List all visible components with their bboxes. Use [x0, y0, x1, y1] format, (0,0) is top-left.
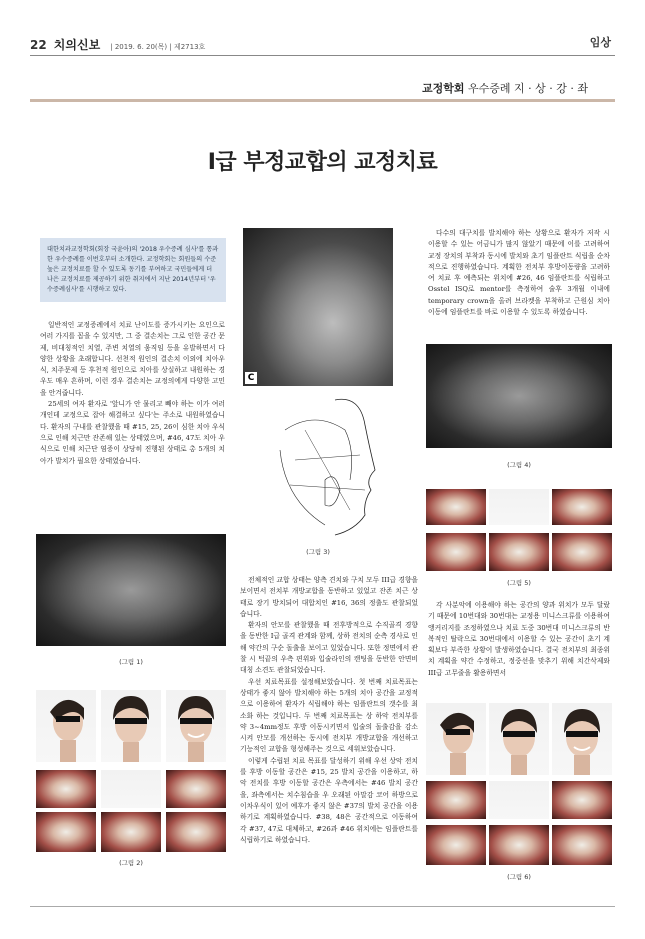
figure-2-caption: (그림 2)	[119, 859, 143, 867]
ceph-tracing-illustration	[265, 390, 385, 540]
figure-2-face-frontal	[101, 690, 161, 762]
figure-6-face-frontal	[489, 703, 549, 775]
article-title: I급 부정교합의 교정치료	[207, 150, 438, 175]
intro-box: 대한치과교정학회(회장 국윤아)의 '2018 우수증례 심사'를 통과한 우수증례를 이번호부터 소개한다. 교정학회는 회원들의 수준 높은 교정치료를 할 수 있도록 동기를 부여하고 국민들에게 더 나은 교정치료를 제공하기 위한 취지에서 지난 2014년부터 '우수증례심사'를 시행하고 있다.	[40, 238, 226, 302]
figure-6-intraoral-upper	[426, 781, 486, 819]
paragraph: 환자의 안모를 관찰했을 때 전후방적으로 수직골격 경향을 동반한 I급 골격 관계와 함께, 상하 전치의 순측 경사로 인해 약간의 구순 돌출을 보이고 있었습니다. 또한 정면에서 관찰 시 턱끝의 우측 편위와 입술라인의 캔팅을 동반한 안면비대칭 소견도 관찰되었습니다.	[240, 621, 418, 675]
banner-divider	[30, 99, 615, 102]
figure-5-intraoral-left	[552, 533, 612, 571]
paragraph: 일반적인 교정증례에서 치료 난이도를 증가시키는 요인으로 여러 가지를 꼽을 수 있지만, 그 중 결손치는 그로 인한 공간 문제, 비대칭적인 치열, 주변 치열의 움직임 등을 유발하면서 다양한 상황을 초래합니다. 선천적 원인의 결손치 이외에 치아우식, 치주문제 등 후천적 원인으로 치아를 상실하고 내원하는 경우도 매우 흔하며, 이런 경우 결손치는 교정의에게 다양한 고민을 안겨줍니다.	[40, 321, 225, 397]
section-label: 임상	[589, 36, 611, 49]
face-profile-illustration	[426, 703, 486, 775]
paragraph: 25세의 여자 환자로 '앞니가 안 물리고 빼야 하는 이가 여러 개인데 교정으로 잡아 해결하고 싶다'는 주소로 내원하였습니다. 환자의 구내를 관찰했을 때 #15, 25, 26이 심한 치아 우식으로 인해 치근만 잔존해 있는 상태였으며, #46, 47도 치아 우식으로 인해 치근단 염증이 상당히 진행된 상태로 총 5개의 치아가 발치가 필요한 상태였습니다.	[40, 400, 225, 465]
figure-2-face-profile	[36, 690, 96, 762]
figure-5-intraoral-lower	[552, 489, 612, 525]
figure-4-panoramic-xray	[426, 344, 612, 448]
figure-2-intraoral-left	[166, 812, 226, 852]
figure-3-cephalogram	[243, 228, 393, 386]
publication-name: 치의신보	[53, 38, 101, 52]
figure-3-label-mark: C	[245, 372, 257, 384]
figure-5-caption: (그림 5)	[507, 579, 531, 587]
face-profile-illustration	[36, 690, 96, 762]
figure-6-intraoral-lower	[552, 781, 612, 819]
figure-6-intraoral-front	[489, 825, 549, 865]
figure-6-face-smile	[552, 703, 612, 775]
page-header	[30, 34, 615, 52]
face-smile-illustration	[552, 703, 612, 775]
banner-society: 교정학회	[422, 82, 465, 95]
paragraph: 각 사분악에 이용해야 하는 공간의 양과 위치가 모두 달랐기 때문에 10번대와 30번대는 교정용 미니스크류를 이용하여 앵커리지를 조정하였으나 치료 도중 30번대 미니스크류의 반복적인 탈락으로 30번대에서 이용할 수 있는 공간이 초기 계획보다 부족한 상황이 발생하였습니다. 결국 전치부의 최종위치 계획을 약간 수정하고, 정중선을 맞추기 위해 치간삭제와 III급 고무줄을 활용하면서	[428, 601, 610, 677]
figure-2-blank-panel	[101, 770, 161, 808]
face-frontal-illustration	[489, 703, 549, 775]
figure-5-intraoral-upper	[426, 489, 486, 525]
paragraph: 우선 치료목표를 설정해보았습니다. 첫 번째 치료목표는 상태가 좋지 않아 발치해야 하는 5개의 치아 공간을 교정적으로 이용하여 환자가 식립해야 하는 임플란트의 갯수를 최소화 하는 것입니다. 두 번째 치료목표는 상 하악 전치부를 약 3~4mm정도 후방 이동시키면서 입술의 돌출감을 감소시켜 안모를 개선하는 동시에 전치부 개방교합을 개선하고 기능적인 교합을 형성해주는 것으로 세워보았습니다.	[240, 677, 418, 754]
figure-6-blank-panel	[489, 781, 549, 819]
column-2-text	[240, 575, 418, 846]
figure-2-intraoral-lower	[166, 770, 226, 808]
column-3-text-top	[428, 228, 610, 318]
paragraph: 이렇게 수립된 치료 목표를 달성하기 위해 우선 상악 전치를 후방 이동할 공간은 #15, 25 발치 공간을 이용하고, 하악 전치를 후방 이동할 공간은 우측에서는 #46 발치 공간을, 좌측에서는 치수침습을 우 오래된 아말감 코어 하방으로 이차우식이 있어 예후가 좋지 않은 #37의 발치 공간을 이용하기로 계획하였습니다. #38, 48은 공간적으로 이동하여 각 #37, 47로 대체하고, #26과 #46 위치에는 임플란트를 식립하기로 하였습니다.	[240, 756, 418, 844]
column-1-text	[40, 320, 225, 467]
face-frontal-illustration	[101, 690, 161, 762]
issue-date: | 2019. 6. 20(목) | 제2713호	[110, 43, 206, 51]
figure-2-face-smile	[166, 690, 226, 762]
footer-divider	[30, 906, 615, 907]
figure-6-intraoral-left	[552, 825, 612, 865]
figure-4-caption: (그림 4)	[507, 461, 531, 469]
banner-column: 우수증례 지 · 상 · 강 · 좌	[468, 82, 588, 95]
figure-1-panoramic-xray	[36, 534, 226, 646]
figure-6-caption: (그림 6)	[507, 873, 531, 881]
figure-5-intraoral-right	[426, 533, 486, 571]
header-divider	[30, 55, 615, 56]
figure-2-intraoral-upper	[36, 770, 96, 808]
page-number: 22	[30, 38, 47, 52]
column-banner	[422, 80, 615, 96]
figure-5-intraoral-front	[489, 533, 549, 571]
figure-6-face-profile	[426, 703, 486, 775]
figure-2-intraoral-right	[36, 812, 96, 852]
figure-2-intraoral-front	[101, 812, 161, 852]
figure-5-blank-panel	[489, 489, 549, 525]
figure-6-intraoral-right	[426, 825, 486, 865]
figure-1-caption: (그림 1)	[119, 658, 143, 666]
paragraph: 다수의 대구치를 발치해야 하는 상황으로 환자가 저작 시 이용할 수 있는 어금니가 많지 않았기 때문에 이를 고려하여 교정 장치의 부착과 동시에 발치와 초기 임플란트 식립을 순차적으로 진행하였습니다. 계획한 전치부 후방이동량을 고려하여 치료 후 예측되는 위치에 #26, 46 임플란트를 식립하고 Osstel ISQ로 mentor를 측정하여 술후 3개월 이내에 temporary crown을 올려 브라켓을 부착하고 근원심 치아 이동에 임플란트를 바로 이용할 수 있도록 하였습니다.	[428, 229, 610, 317]
column-3-text-mid	[428, 600, 610, 679]
figure-3-caption: (그림 3)	[306, 548, 330, 556]
face-smile-illustration	[166, 690, 226, 762]
paragraph: 전체적인 교합 상태는 양측 견치와 구치 모두 III급 경향을 보이면서 전치부 개방교합을 동반하고 있었고 잔존 치근 상태로 장기 방치되어 대합치인 #16, 36의 정출도 관찰되었습니다.	[240, 576, 418, 618]
figure-3-tracing	[265, 390, 385, 540]
